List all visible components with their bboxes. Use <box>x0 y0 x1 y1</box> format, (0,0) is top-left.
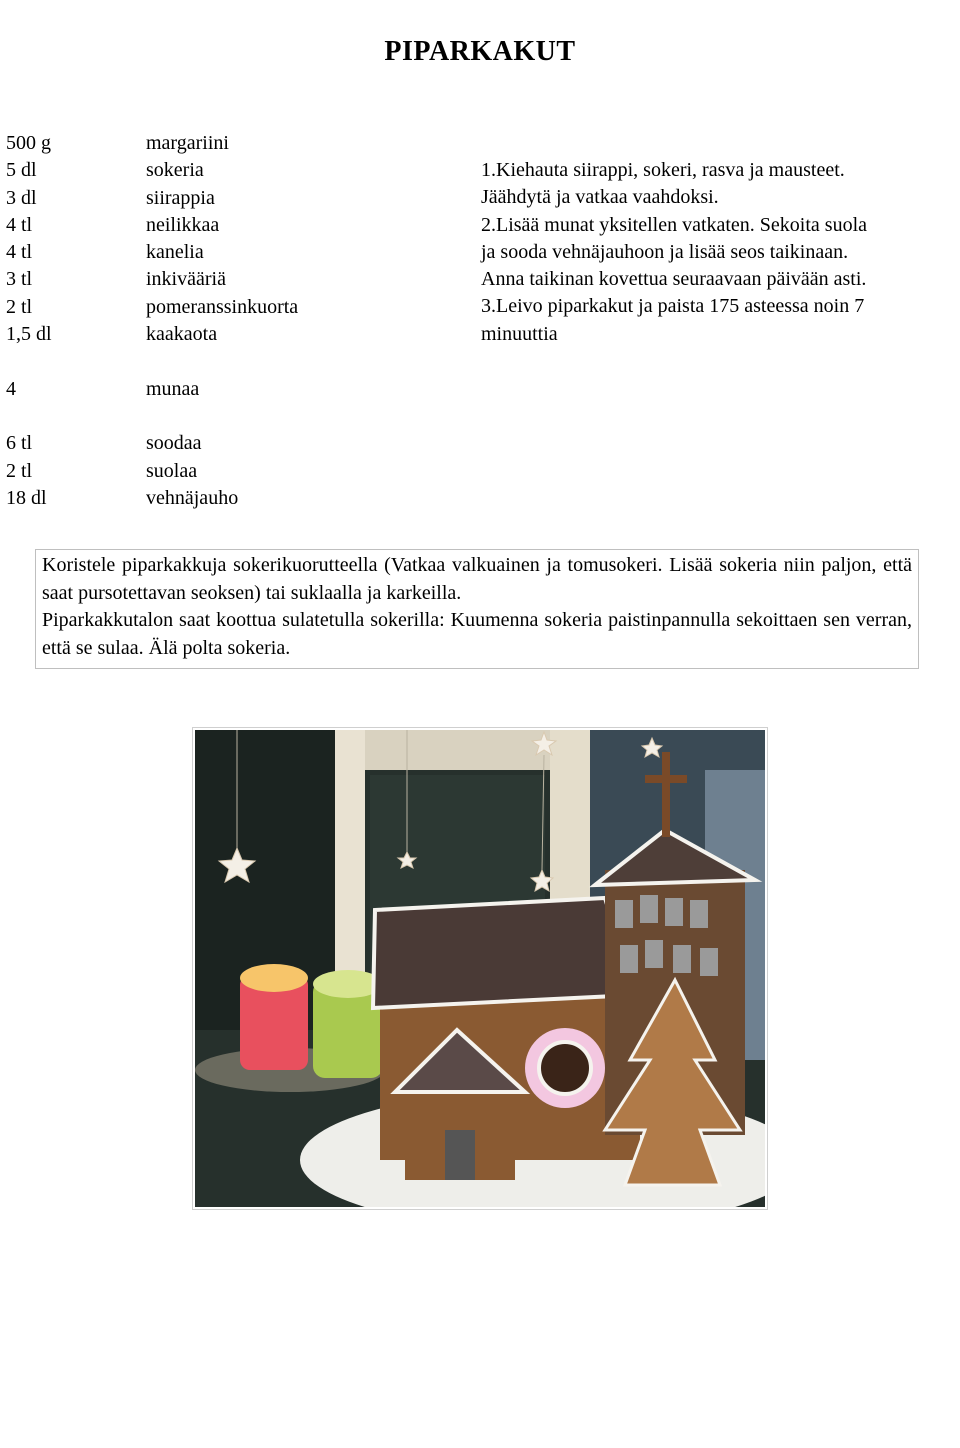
instruction-line: minuuttia <box>481 322 558 345</box>
ingredient-name: suolaa <box>146 459 198 482</box>
ingredient-name: kaakaota <box>146 323 218 346</box>
ingredient-row <box>6 458 298 485</box>
ingredient-row <box>6 376 298 403</box>
ingredient-row <box>6 485 298 512</box>
instruction-line: 2.Lisää munat yksitellen vatkaten. Sekoita suola <box>481 213 868 236</box>
instructions <box>481 157 951 348</box>
ingredient-name: inkivääriä <box>146 268 226 291</box>
ingredient-name: munaa <box>146 377 200 400</box>
ingredient-name: margariini <box>146 132 229 154</box>
ingredient-name: kanelia <box>146 241 204 264</box>
ingredient-quantity: 4 <box>6 377 16 400</box>
ingredient-row <box>6 185 298 212</box>
ingredient-list <box>6 130 298 512</box>
ingredient-quantity: 3 tl <box>6 268 33 291</box>
ingredient-quantity: 4 tl <box>6 241 33 264</box>
ingredient-quantity: 3 dl <box>6 186 37 209</box>
ingredient-row <box>6 157 298 184</box>
ingredient-row <box>6 430 298 457</box>
instruction-line: 3.Leivo piparkakut ja paista 175 asteessa noin 7 <box>481 295 865 318</box>
ingredient-quantity: 18 dl <box>6 486 47 509</box>
ingredient-name: soodaa <box>146 432 202 455</box>
ingredient-quantity: 2 tl <box>6 295 33 318</box>
ingredient-row <box>6 321 298 348</box>
instruction-line: ja sooda vehnäjauhoon ja lisää seos taikinaan. <box>481 240 849 263</box>
ingredient-name: neilikkaa <box>146 213 220 236</box>
ingredient-name: sokeria <box>146 159 204 182</box>
instruction-line: 1.Kiehauta siirappi, sokeri, rasva ja mausteet. <box>481 159 845 181</box>
ingredient-quantity: 500 g <box>6 132 51 154</box>
ingredient-row <box>6 294 298 321</box>
ingredient-quantity: 2 tl <box>6 459 33 482</box>
gingerbread-house-photo <box>192 727 768 1210</box>
photo-illustration <box>195 730 765 1207</box>
ingredient-name: siirappia <box>146 186 215 209</box>
note-paragraph: Piparkakkutalon saat koottua sulatetulla sokerilla: Kuumenna sokeria paistinpannulla sekoittaen sen verran, että se sulaa. Älä polta sokeria. <box>42 609 912 659</box>
ingredient-quantity: 5 dl <box>6 159 37 182</box>
ingredient-name: vehnäjauho <box>146 486 239 509</box>
ingredient-row <box>6 266 298 293</box>
ingredient-quantity: 6 tl <box>6 432 33 455</box>
decoration-note <box>35 549 919 669</box>
ingredient-row <box>6 212 298 239</box>
ingredient-quantity: 4 tl <box>6 213 33 236</box>
ingredient-row <box>6 130 298 157</box>
ingredient-row <box>6 239 298 266</box>
ingredient-quantity: 1,5 dl <box>6 323 52 346</box>
ingredient-name: pomeranssinkuorta <box>146 295 299 318</box>
instruction-line: Anna taikinan kovettua seuraavaan päivään asti. <box>481 268 867 291</box>
instruction-line: Jäähdytä ja vatkaa vaahdoksi. <box>481 186 719 209</box>
note-paragraph: Koristele piparkakkuja sokerikuorutteella (Vatkaa valkuainen ja tomusokeri. Lisää sokeria niin paljon, että saat pursotettavan seoksen) tai suklaalla ja karkeilla. <box>42 554 912 604</box>
page-title: PIPARKAKUT <box>384 36 576 67</box>
